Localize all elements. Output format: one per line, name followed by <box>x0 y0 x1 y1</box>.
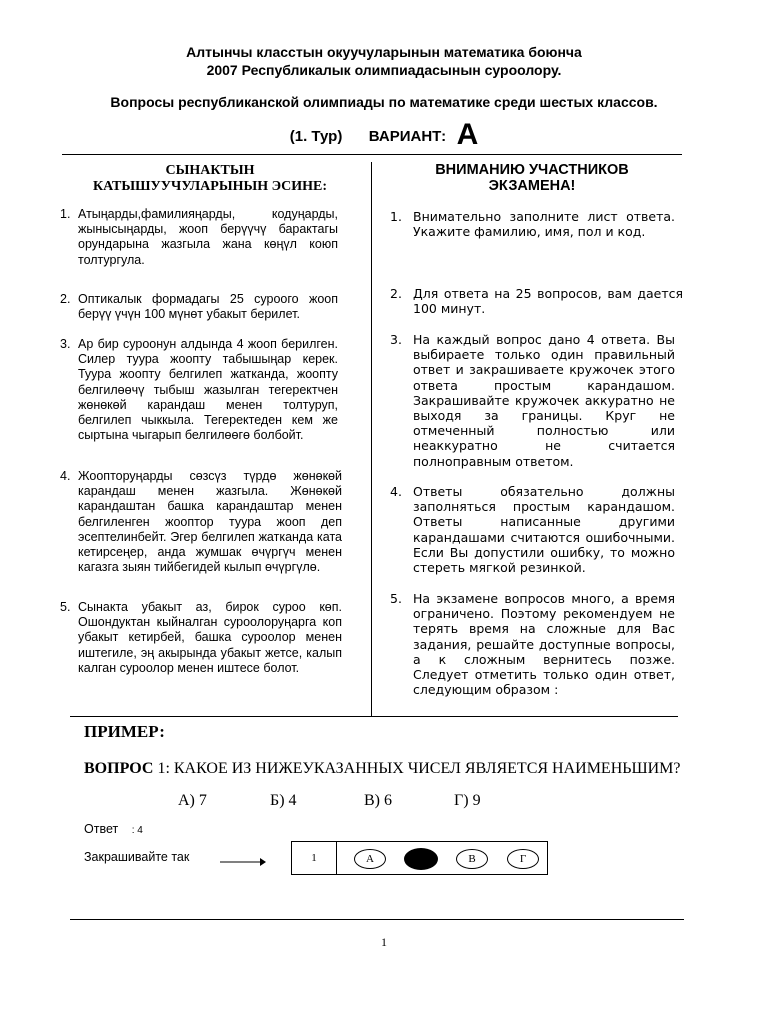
question-text: 1: КАКОЕ ИЗ НИЖЕУКАЗАННЫХ ЧИСЕЛ ЯВЛЯЕТСЯ НАИМЕНЬШИМ? <box>157 760 681 777</box>
right-item-number: 2. <box>390 286 402 301</box>
left-item-text: Оптикалык формадагы 25 суроого жооп берүү үчүн 100 мүнөт убакыт берилет. <box>78 292 338 322</box>
right-item-text: Для ответа на 25 вопросов, вам дается 100 минут. <box>413 286 683 317</box>
right-item-number: 1. <box>390 209 402 224</box>
question-label: ВОПРОС <box>84 760 154 777</box>
option-c: В) 6 <box>364 792 392 809</box>
middle-divider <box>70 716 678 717</box>
left-column-title <box>60 163 360 195</box>
top-divider <box>62 154 682 155</box>
arrow-right-icon <box>220 856 266 868</box>
left-item-text: Жоопторуңарды сөзсүз түрдө жөнөкөй карандаш менен жазгыла. Жөнөкөй карандаштан башка карандаштар менен белгиленген жооптор туура жооп деп эсептелинбейт. Эгер белгилеп жатканда ката кетирсеңер, анда жумшак өчүргүч менен кагазга зыян тийбегидей кылып өчүргүлө. <box>78 469 342 575</box>
left-item-number: 5. <box>60 600 71 614</box>
page-number: 1 <box>381 935 387 949</box>
right-item-text: Внимательно заполните лист ответа. Укажите фамилию, имя, пол и код. <box>413 209 675 240</box>
bubble-b-filled <box>404 848 438 870</box>
right-title-line-1: ВНИМАНИЮ УЧАСТНИКОВ <box>435 162 629 178</box>
header-line-3: Вопросы республиканской олимпиады по математике среди шестых классов. <box>110 94 658 110</box>
option-a: А) 7 <box>178 792 207 809</box>
example-title: ПРИМЕР: <box>84 722 165 741</box>
tour-variant-line <box>0 118 768 152</box>
variant-label: ВАРИАНТ: <box>368 128 447 145</box>
left-item-text: Сынакта убакыт аз, бирок суроо көп. Ошондуктан кыйналган суроолоруңарга коп убакыт кетирбей, башка суроолор менен иштегиле, эң акырында убакыт жетсе, калып калган суроолор менен иштесе болот. <box>78 600 342 675</box>
variant-letter: А <box>456 118 479 151</box>
left-item-text: Ар бир суроонун алдында 4 жооп берилген. Силер туура жоопту табышыңар керек. Туура жоопту белгилеп жатканда, жоопту белгилөөчү тыбыш жазылган тегеректчен жөнөкөй карандаш менен толтуруп, белгилеп чыккыла. Тегеректеден кем же сыртына чыгарып белгилөөгө болбойт. <box>78 337 338 443</box>
left-item-number: 4. <box>60 469 71 483</box>
right-title-line-2: ЭКЗАМЕНА! <box>488 178 576 194</box>
answer-sheet-sample <box>291 841 548 875</box>
bubble-a: А <box>354 849 386 869</box>
option-b: Б) 4 <box>270 792 297 809</box>
tour-label: (1. Тур) <box>289 128 343 145</box>
right-item-number: 3. <box>390 332 402 347</box>
left-title-line-2: КАТЫШУУЧУЛАРЫНЫН ЭСИНЕ: <box>93 179 327 194</box>
left-item-number: 2. <box>60 292 71 306</box>
footer-divider <box>70 919 684 920</box>
answer-value: : 4 <box>131 825 143 836</box>
left-title-line-1: СЫНАКТЫН <box>165 163 255 178</box>
right-column-title <box>382 162 682 194</box>
bubble-c: В <box>456 849 488 869</box>
example-question <box>84 760 680 778</box>
header-line-2: 2007 Республикалык олимпиадасынын суроолору. <box>206 62 562 78</box>
left-item-number: 1. <box>60 207 71 221</box>
bubble-d: Г <box>507 849 539 869</box>
left-item-number: 3. <box>60 337 71 351</box>
column-divider <box>371 162 372 716</box>
sample-row-number: 1 <box>292 842 337 874</box>
answer-label: Ответ <box>84 822 119 836</box>
fill-instruction: Закрашивайте так <box>84 850 190 864</box>
left-item-text: Атыңарды,фамилияңарды, кодуңарды, жынысыңарды, жооп берүүчү барактагы орундарына жазгыла жана көңүл коюп толтургула. <box>78 207 338 267</box>
answer-line <box>84 822 143 836</box>
right-item-text: На каждый вопрос дано 4 ответа. Вы выбираете только один правильный ответ и закрашиваете кружочек этого ответа простым карандашом. Закрашивайте кружочек аккуратно не выходя за границы. Круг не отмеченный полностью или неаккуратно не считается полноправным ответом. <box>413 332 675 469</box>
right-item-number: 4. <box>390 484 402 499</box>
right-item-text: Ответы обязательно должны заполняться простым карандашом. Ответы написанные другими карандашами считаются ошибочными. Если Вы допустили ошибку, то можно стереть мягкой резинкой. <box>413 484 675 576</box>
right-item-text: На экзамене вопросов много, а время ограничено. Поэтому рекомендуем не терять время на сложные для Вас задания, решайте доступные вопросы, а к сложным вернитесь позже. Следует отметить только один ответ, следующим образом : <box>413 591 675 698</box>
right-item-number: 5. <box>390 591 402 606</box>
header-line-1: Алтынчы класстын окуучуларынын математика боюнча <box>186 44 582 60</box>
option-d: Г) 9 <box>454 792 481 809</box>
